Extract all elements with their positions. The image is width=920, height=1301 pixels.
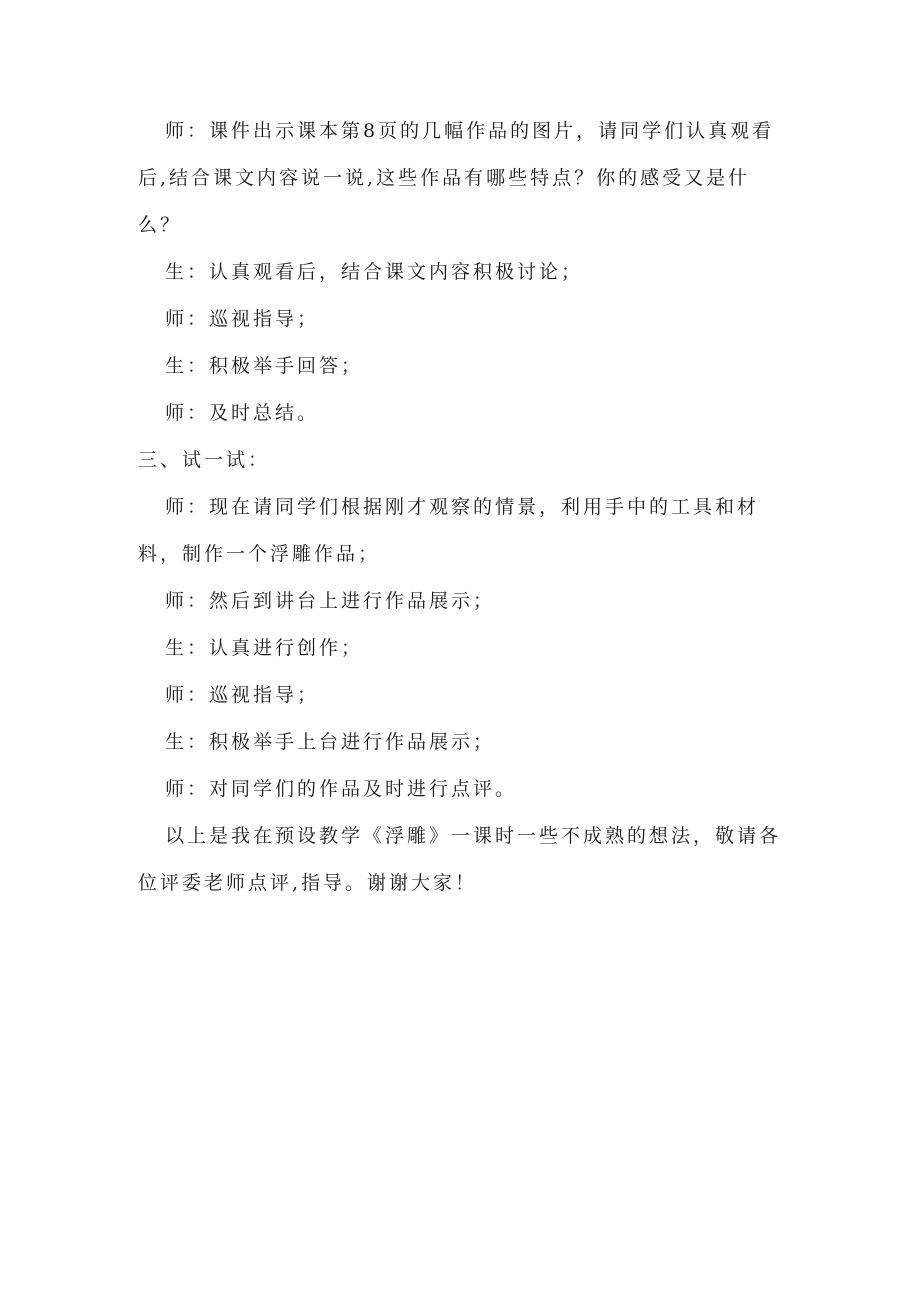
paragraph-teacher-review: 师：对同学们的作品及时进行点评。	[165, 778, 518, 800]
paragraph-teacher-display: 师：然后到讲台上进行作品展示；	[165, 590, 496, 612]
paragraph-teacher-summary: 师：及时总结。	[165, 402, 320, 424]
paragraph-student-answer: 生：积极举手回答；	[165, 355, 364, 377]
paragraph-teacher-make-relief: 师：现在请同学们根据刚才观察的情景，利用手中的工具和材料，制作一个浮雕作品；	[138, 496, 760, 565]
paragraph-teacher-guide: 师：巡视指导；	[165, 308, 320, 330]
paragraph-student-create: 生：认真进行创作；	[165, 637, 364, 659]
paragraph-teacher-show-images: 师：课件出示课本第8页的几幅作品的图片，请同学们认真观看后,结合课文内容说一说,这些作品有哪些特点？你的感受又是什么？	[138, 120, 775, 236]
paragraph-student-discuss: 生：认真观看后，结合课文内容积极讨论；	[165, 261, 584, 283]
section-heading-try: 三、试一试：	[138, 449, 271, 471]
paragraph-student-present: 生：积极举手上台进行作品展示；	[165, 731, 496, 753]
paragraph-closing: 以上是我在预设教学《浮雕》一课时一些不成熟的想法，敬请各位评委老师点评,指导。谢谢大家！	[138, 825, 782, 894]
document-body	[138, 108, 788, 907]
paragraph-teacher-guide-2: 师：巡视指导；	[165, 684, 320, 706]
